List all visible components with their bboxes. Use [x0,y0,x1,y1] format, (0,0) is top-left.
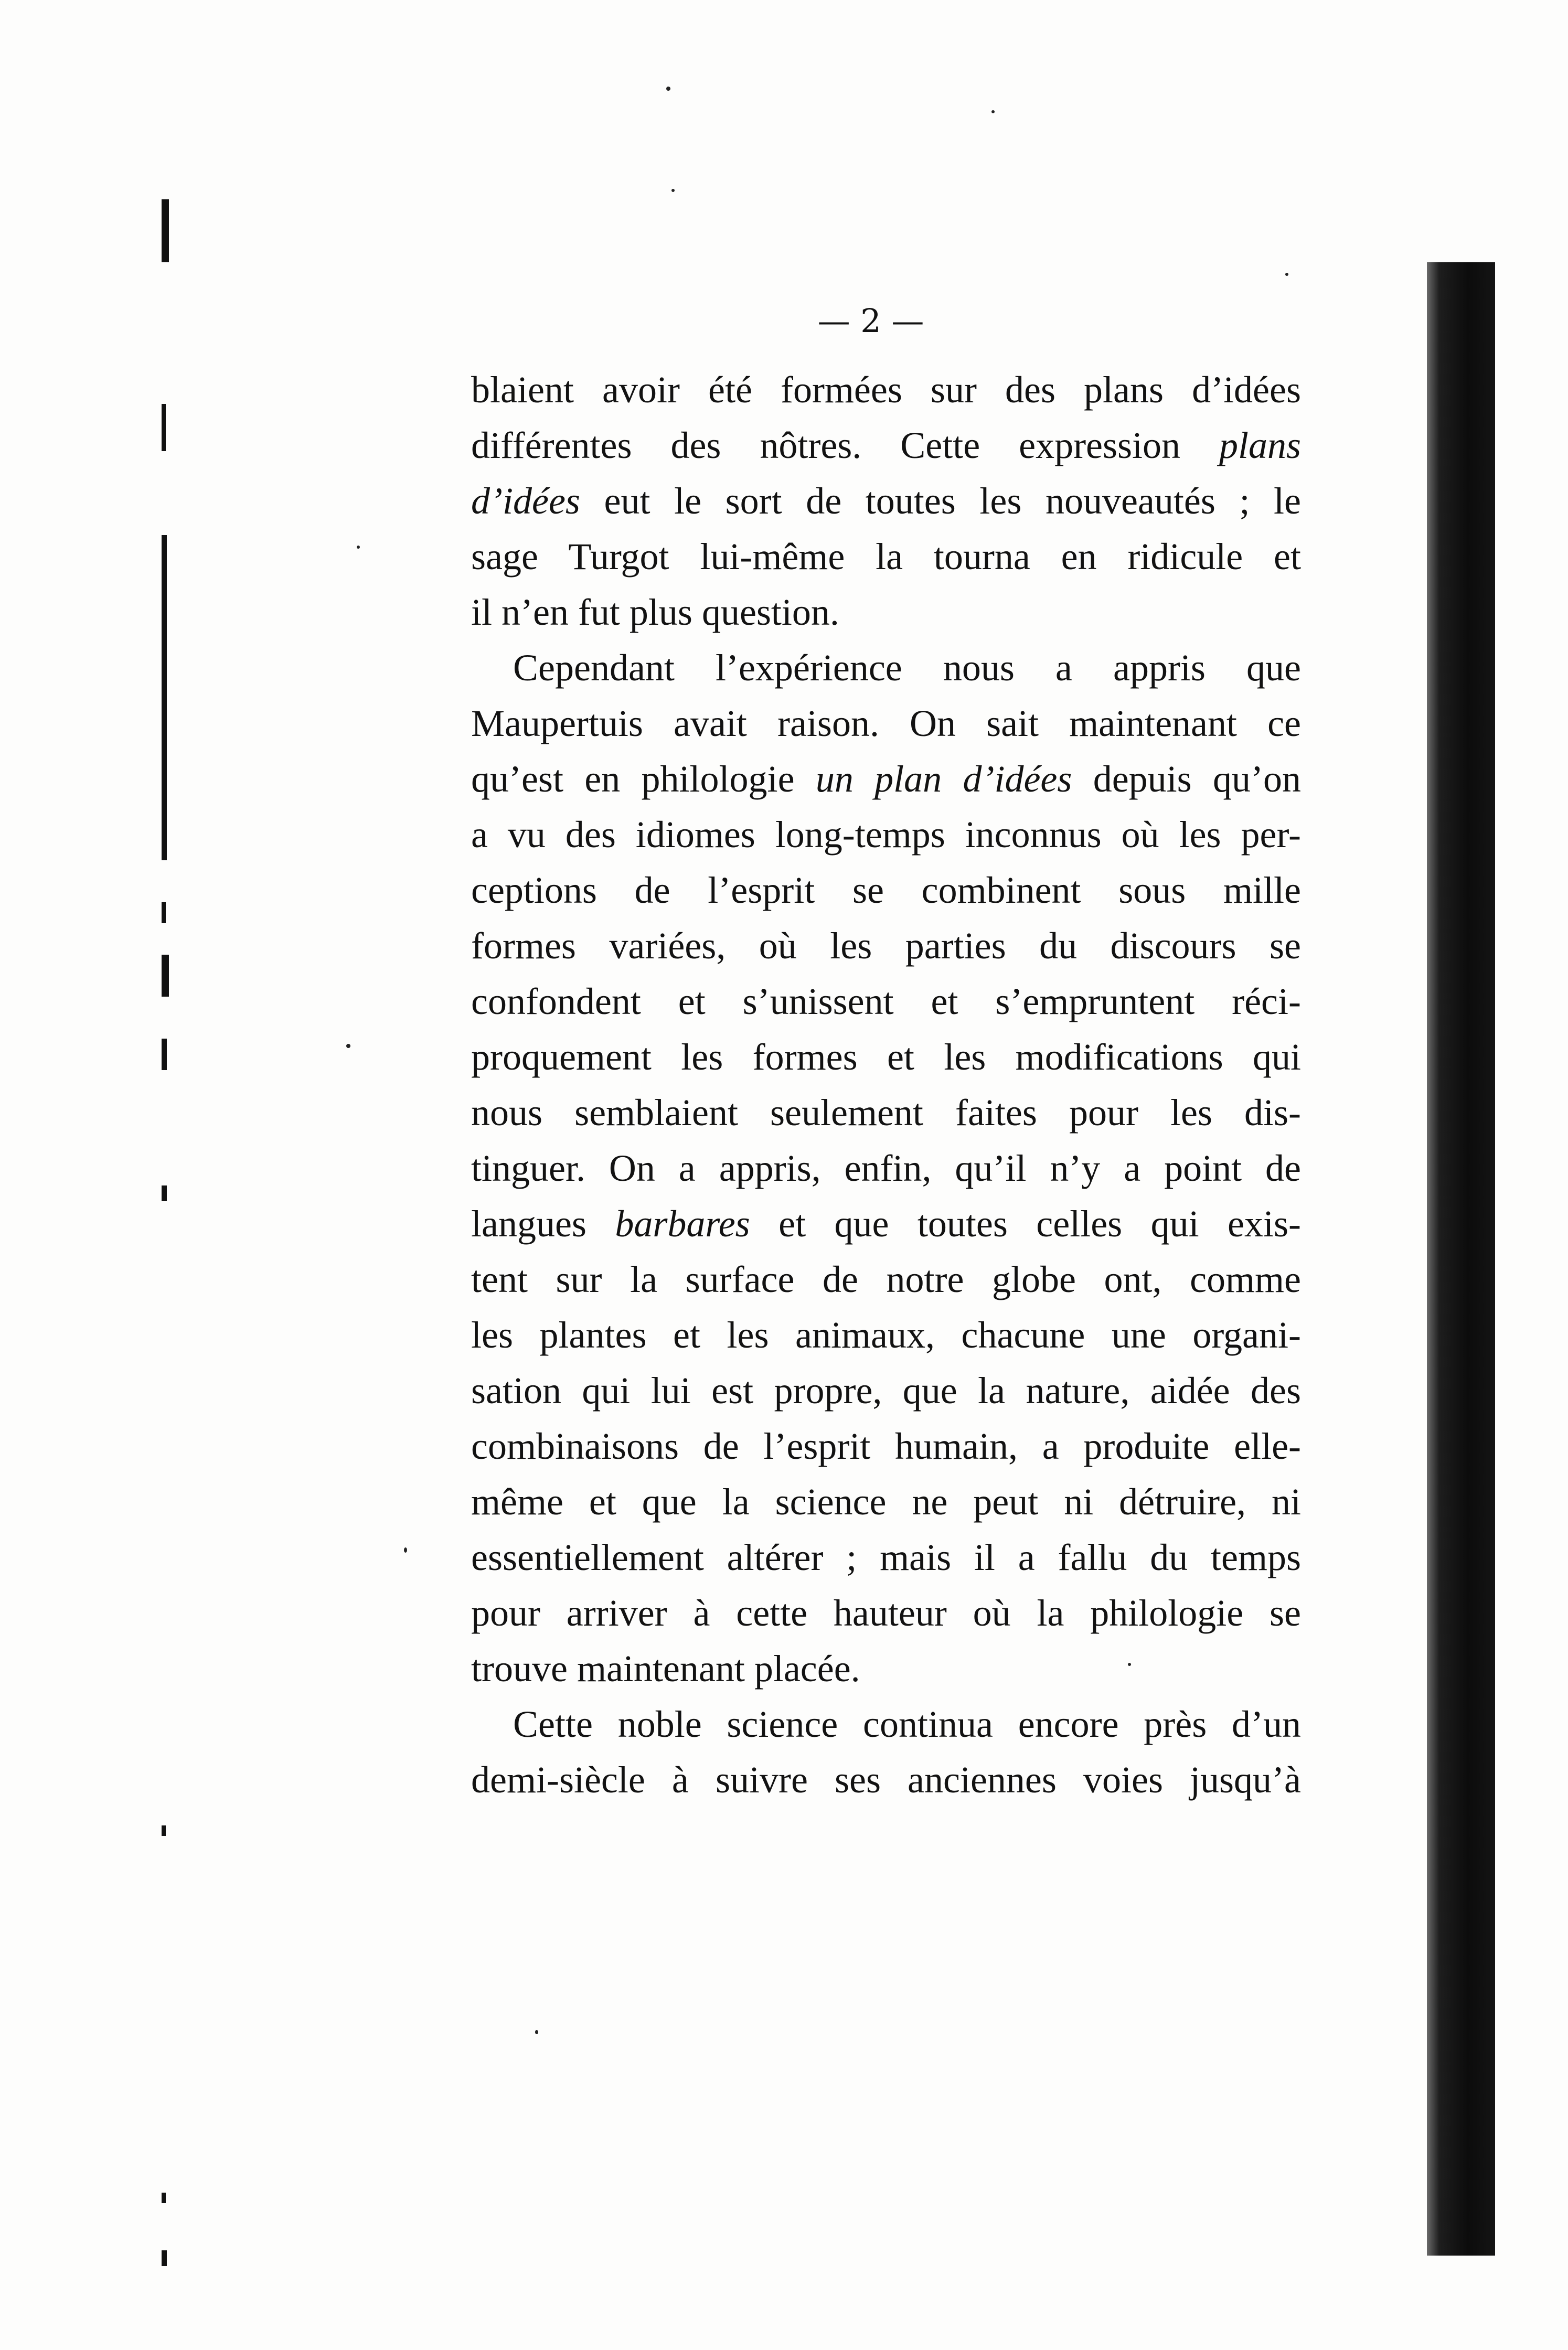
text-line [471,1641,1301,1696]
text-run: tent sur la surface de notre globe ont, comme [471,1258,1301,1300]
text-run: sage Turgot lui-même la tourna en ridicule et [471,536,1301,578]
text-run: les plantes et les animaux, chacune une organi- [471,1314,1301,1356]
text-line [471,1140,1301,1196]
italic-phrase: un plan d’idées [815,758,1072,800]
text-run: Cependant l’expérience nous a appris que [513,647,1301,689]
text-line [471,1363,1301,1418]
text-run: langues [471,1203,615,1245]
text-line [471,1307,1301,1363]
text-line [471,1196,1301,1252]
text-run: qu’est en philologie [471,758,816,800]
text-line [471,640,1301,696]
text-run: tinguer. On a appris, enfin, qu’il n’y a point de [471,1147,1301,1189]
text-line [471,418,1301,473]
text-line [471,918,1301,974]
text-run: proquement les formes et les modifications qui [471,1036,1301,1078]
text-line [471,1085,1301,1140]
binding-shadow [1427,262,1495,2256]
text-run: nous semblaient seulement faites pour les dis- [471,1092,1301,1134]
text-line [471,584,1301,640]
text-line [471,1418,1301,1474]
text-run: trouve maintenant placée. [471,1648,860,1690]
text-run: sation qui lui est propre, que la nature, aidée des [471,1370,1301,1412]
text-run: Maupertuis avait raison. On sait maintenant ce [471,702,1301,744]
paragraph [471,362,1301,640]
text-run: et que toutes celles qui exis- [750,1203,1301,1245]
text-line [471,1530,1301,1585]
text-line [471,862,1301,918]
text-line [471,1252,1301,1307]
text-run: depuis qu’on [1072,758,1301,800]
text-run: demi-siècle à suivre ses anciennes voies jusqu’à [471,1759,1301,1801]
text-line [471,1696,1301,1752]
text-run: formes variées, où les parties du discours se [471,925,1301,967]
text-run: a vu des idiomes long-temps inconnus où les per- [471,814,1301,856]
text-line [471,1029,1301,1085]
text-line [471,1752,1301,1808]
text-run: il n’en fut plus question. [471,591,839,633]
text-run: confondent et s’unissent et s’empruntent réci- [471,980,1301,1022]
text-run: Cette noble science continua encore près d’un [513,1703,1301,1745]
page-number: — 2 — [817,302,924,340]
text-line [471,1585,1301,1641]
text-run: combinaisons de l’esprit humain, a produite elle- [471,1425,1301,1467]
text-run: pour arriver à cette hauteur où la philologie se [471,1592,1301,1634]
italic-phrase: plans [1219,424,1301,466]
paragraph [471,640,1301,1696]
text-line [471,362,1301,418]
body-text [471,362,1301,1808]
gutter-marks [157,157,178,2203]
paragraph [471,1696,1301,1808]
text-run: eut le sort de toutes les nouveautés ; le [580,480,1301,522]
italic-phrase: barbares [615,1203,750,1245]
text-run: différentes des nôtres. Cette expression [471,424,1219,466]
text-run: blaient avoir été formées sur des plans d’idées [471,369,1301,411]
italic-phrase: d’idées [471,480,580,522]
text-line [471,529,1301,584]
text-line [471,1474,1301,1530]
text-run: même et que la science ne peut ni détruire, ni [471,1481,1301,1523]
text-line [471,696,1301,751]
text-line [471,473,1301,529]
text-line [471,974,1301,1029]
text-run: ceptions de l’esprit se combinent sous mille [471,869,1301,911]
text-line [471,807,1301,862]
text-run: essentiellement altérer ; mais il a fallu du temps [471,1536,1301,1578]
text-line [471,751,1301,807]
